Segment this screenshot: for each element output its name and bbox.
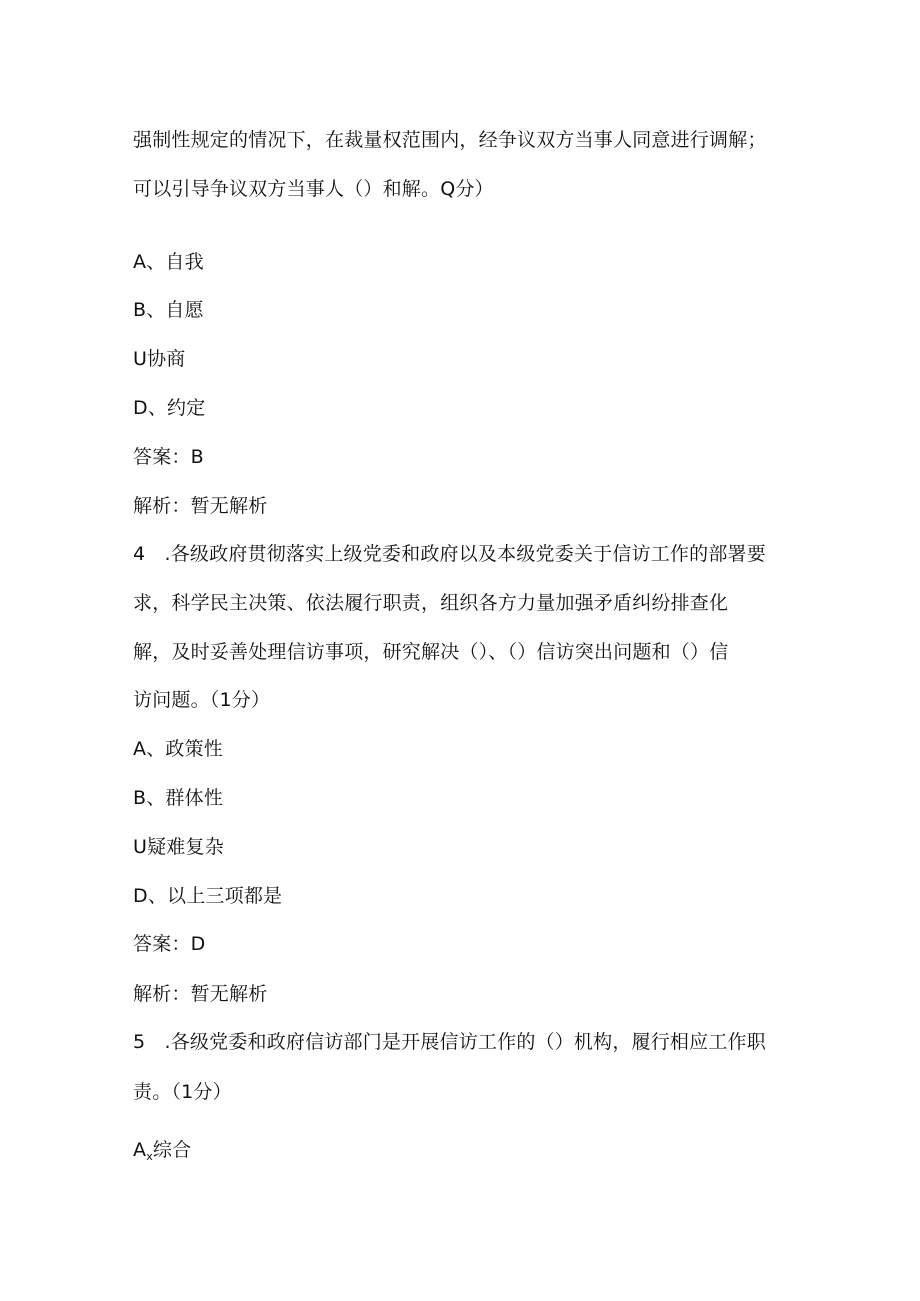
q5-option-a-text: 综合 [152,1139,192,1161]
q4-stem-line-2: 求，科学民主决策、依法履行职责，组织各方力量加强矛盾纠纷排查化 [133,592,729,614]
q3-analysis: 解析：暂无解析 [133,495,268,517]
q4-option-c: U疑难复杂 [133,836,224,858]
q3-option-a: A、自我 [133,251,204,273]
q5-stem-line-2: 责。（1分） [133,1081,232,1103]
q5-option-a-subscript: x [146,1150,153,1163]
q4-stem-line-3: 解，及时妥善处理信访事项，研究解决（）、（）信访突出问题和（）信 [133,641,729,663]
q3-stem-line-1: 强制性规定的情况下，在裁量权范围内，经争议双方当事人同意进行调解； [133,129,767,151]
q4-option-d: D、以上三项都是 [133,885,283,907]
q3-option-c: U协商 [133,348,186,370]
q4-answer: 答案：D [133,933,206,955]
q3-option-b: B、自愿 [133,299,204,321]
q4-option-a: A、政策性 [133,738,223,760]
q4-analysis: 解析：暂无解析 [133,983,268,1005]
q4-option-b: B、群体性 [133,787,224,809]
q5-stem-line-1: 5 .各级党委和政府信访部门是开展信访工作的（）机构，履行相应工作职 [133,1031,766,1053]
q4-stem-line-4: 访问题。（1分） [133,689,271,711]
q5-option-a-letter: A [133,1139,147,1161]
q5-option-a [133,1138,191,1169]
q3-stem-line-2: 可以引导争议双方当事人（）和解。Q分） [133,178,494,200]
q4-stem-line-1: 4 .各级政府贯彻落实上级党委和政府以及本级党委关于信访工作的部署要 [133,543,766,565]
q3-option-d: D、约定 [133,397,206,419]
q3-answer: 答案：B [133,446,204,468]
